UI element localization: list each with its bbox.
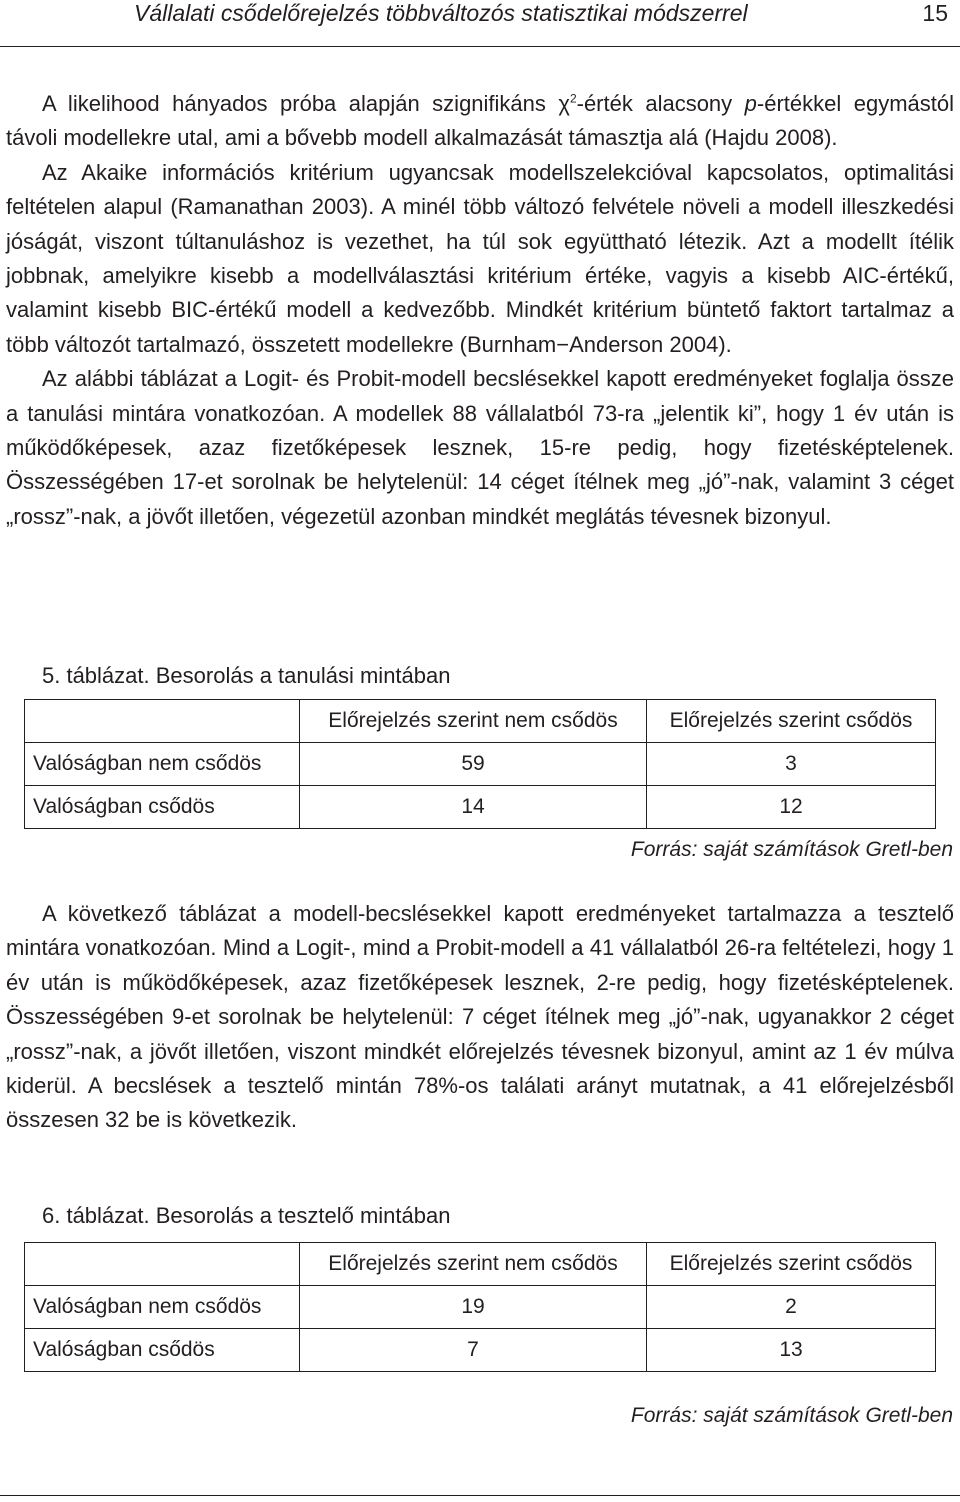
table-caption: [42, 663, 451, 689]
header-rule: [0, 46, 960, 47]
table-header-row: [25, 700, 936, 743]
table-source-note: Forrás: saját számítások Gretl-ben: [630, 838, 953, 861]
table-corner-cell: [25, 1243, 300, 1286]
table-header-row: [25, 1243, 936, 1286]
table-cell: 7: [300, 1329, 647, 1372]
table-cell: 19: [300, 1286, 647, 1329]
classification-table-training: [24, 699, 936, 829]
row-header: Valóságban csődös: [25, 1329, 300, 1372]
column-header: Előrejelzés szerint csődös: [647, 1243, 936, 1286]
body-text-middle: [6, 897, 954, 1138]
running-header: [0, 0, 960, 46]
column-header: Előrejelzés szerint nem csődös: [300, 700, 647, 743]
paragraph-text: -érték alacsony: [576, 91, 745, 116]
table-source-note: Forrás: saját számítások Gretl-ben: [630, 1404, 953, 1427]
column-header: Előrejelzés szerint nem csődös: [300, 1243, 647, 1286]
paragraph: Az alábbi táblázat a Logit- és Probit-modell becslésekkel kapott eredményeket foglalja össze a tanulási mintára vonatkozóan. A modellek 88 vállalatból 73-ra „jelentik ki”, hogy 1 év után is működőképesek, azaz fizetőképesek lesznek, 15-re pedig, hogy fizetésképtelenek. Összességében 17-et sorolnak be helytelenül: 14 céget ítélnek meg „jó”-nak, valamint 3 céget „rossz”-nak, a jövőt illetően, végezetül azonban mindkét meglátás tévesnek bizonyul.: [6, 366, 954, 529]
row-header: Valóságban csődös: [25, 786, 300, 829]
table-caption: [42, 1203, 450, 1229]
table-cell: 59: [300, 743, 647, 786]
column-header: Előrejelzés szerint csődös: [647, 700, 936, 743]
table-cell: 2: [647, 1286, 936, 1329]
table-cell: 13: [647, 1329, 936, 1372]
table-cell: 3: [647, 743, 936, 786]
table-title: Besorolás a tesztelő mintában: [149, 1203, 451, 1228]
table-number: 6. táblázat.: [42, 1203, 150, 1228]
table-cell: 14: [300, 786, 647, 829]
italic-symbol: p: [744, 91, 757, 116]
paragraph: Az Akaike információs kritérium ugyancsak modellszelekcióval kapcsolatos, optimalitási feltételen alapul (Ramanathan 2003). A minél több változó felvétele növeli a modell illeszkedési jóságát, viszont túltanuláshoz is vezethet, ha túl sok együttható létezik. Azt a modellt ítélik jobbnak, amelyikre kisebb a modellválasztási kritérium értéke, vagyis a kisebb AIC-értékű, valamint kisebb BIC-értékű modell a kedvezőbb. Mindkét kritérium büntető faktort tartalmaz a több változót tartalmazó, összetett modellekre (Burnham−Anderson 2004).: [6, 159, 954, 357]
classification-table-test: [24, 1242, 936, 1372]
table-row: [25, 1329, 936, 1372]
page-number: 15: [922, 0, 948, 26]
paragraph: A következő táblázat a modell-becslésekkel kapott eredményeket tartalmazza a tesztelő mintára vonatkozóan. Mind a Logit-, mind a Probit-modell a 41 vállalatból 26-ra feltételezi, hogy 1 év után is működőképesek, azaz fizetőképesek lesznek, 2-re pedig, hogy fizetésképtelenek. Összességében 9-et sorolnak be helytelenül: 7 céget ítélnek meg „jó”-nak, ugyanakkor 2 céget „rossz”-nak, a jövőt illetően, viszont mindkét előrejelzés tévesnek bizonyul, amint az 1 év múlva kiderül. A becslések a tesztelő mintán 78%-os találati arányt mutatnak, a 41 előrejelzésből összesen 32 be is következik.: [6, 901, 954, 1133]
footer-rule: [0, 1495, 960, 1496]
table-number: 5. táblázat.: [42, 663, 150, 688]
table-row: [25, 743, 936, 786]
table-corner-cell: [25, 700, 300, 743]
body-text-top: [6, 87, 954, 534]
table-cell: 12: [647, 786, 936, 829]
table-title: Besorolás a tanulási mintában: [149, 663, 451, 688]
table-row: [25, 786, 936, 829]
running-title: Vállalati csődelőrejelzés többváltozós statisztikai módszerrel: [134, 0, 748, 26]
row-header: Valóságban nem csődös: [25, 1286, 300, 1329]
paragraph-text: A likelihood hányados próba alapján szignifikáns χ: [42, 91, 570, 116]
paragraph: [6, 87, 954, 156]
paragraph-text: -értékkel egymástól távoli modellekre utal, ami a bővebb modell alkalmazását támasztja alá (Hajdu 2008).: [6, 91, 954, 151]
superscript: 2: [569, 91, 577, 106]
table-row: [25, 1286, 936, 1329]
row-header: Valóságban nem csődös: [25, 743, 300, 786]
